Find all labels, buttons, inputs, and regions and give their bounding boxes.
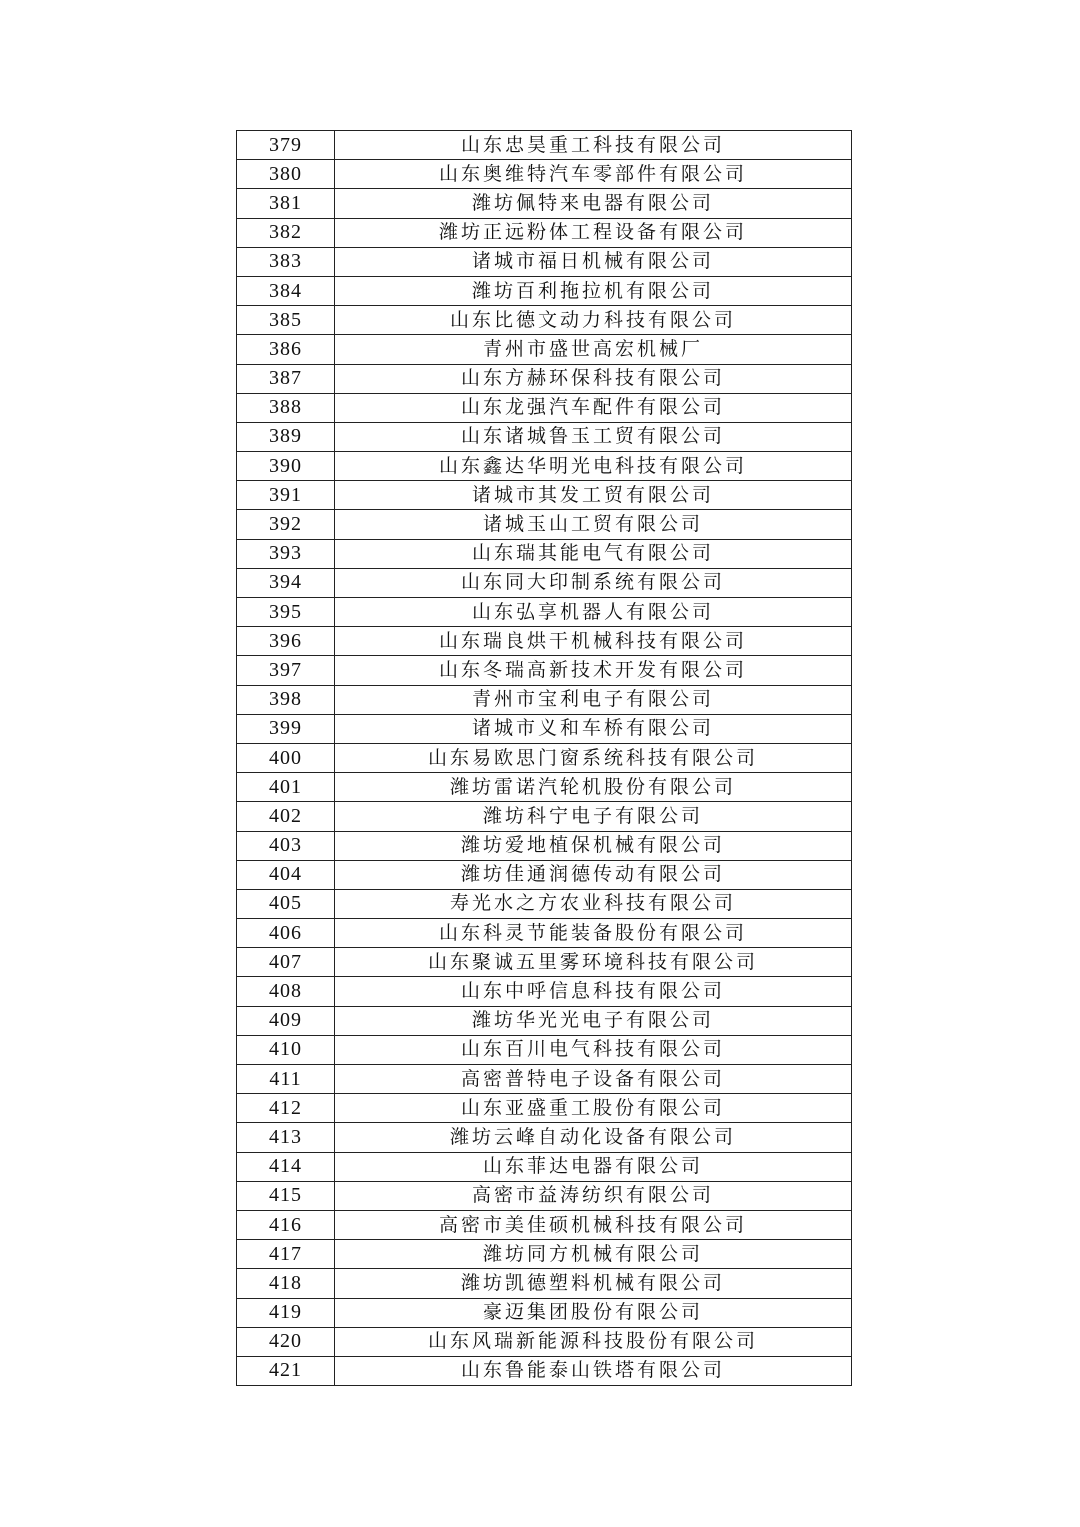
table-row [237,1094,852,1123]
table-row [237,189,852,218]
row-number: 410 [237,1035,335,1064]
company-name: 潍坊同方机械有限公司 [335,1240,852,1269]
table-row [237,1298,852,1327]
row-number: 418 [237,1269,335,1298]
company-name: 诸城市其发工贸有限公司 [335,481,852,510]
table-row [237,1035,852,1064]
company-name: 山东龙强汽车配件有限公司 [335,393,852,422]
table-row [237,1356,852,1385]
company-name: 诸城玉山工贸有限公司 [335,510,852,539]
row-number: 417 [237,1240,335,1269]
company-name: 潍坊佳通润德传动有限公司 [335,860,852,889]
table-row [237,948,852,977]
company-name: 潍坊爱地植保机械有限公司 [335,831,852,860]
company-name: 山东易欧思门窗系统科技有限公司 [335,743,852,772]
row-number: 389 [237,422,335,451]
company-name: 山东冬瑞高新技术开发有限公司 [335,656,852,685]
company-name: 山东奥维特汽车零部件有限公司 [335,160,852,189]
row-number: 409 [237,1006,335,1035]
row-number: 385 [237,306,335,335]
row-number: 394 [237,568,335,597]
table-row [237,539,852,568]
table-row [237,393,852,422]
table-row [237,1123,852,1152]
row-number: 398 [237,685,335,714]
row-number: 391 [237,481,335,510]
row-number: 411 [237,1065,335,1094]
company-name: 山东科灵节能装备股份有限公司 [335,919,852,948]
company-name: 山东风瑞新能源科技股份有限公司 [335,1327,852,1356]
company-name: 山东方赫环保科技有限公司 [335,364,852,393]
company-name: 青州市宝利电子有限公司 [335,685,852,714]
company-name: 山东瑞其能电气有限公司 [335,539,852,568]
table-row [237,802,852,831]
company-name: 山东诸城鲁玉工贸有限公司 [335,422,852,451]
table-row [237,510,852,539]
table-row [237,598,852,627]
table-row [237,685,852,714]
company-name: 潍坊正远粉体工程设备有限公司 [335,218,852,247]
table-row [237,1210,852,1239]
company-name: 青州市盛世高宏机械厂 [335,335,852,364]
company-name: 诸城市福日机械有限公司 [335,247,852,276]
company-name: 山东比德文动力科技有限公司 [335,306,852,335]
row-number: 421 [237,1356,335,1385]
table-row [237,568,852,597]
table-row [237,656,852,685]
company-name: 高密市益涛纺织有限公司 [335,1181,852,1210]
table-row [237,131,852,160]
row-number: 382 [237,218,335,247]
company-name: 山东同大印制系统有限公司 [335,568,852,597]
company-list-table [236,130,852,1386]
table-row [237,743,852,772]
table-row [237,1240,852,1269]
company-name: 高密市美佳硕机械科技有限公司 [335,1210,852,1239]
row-number: 401 [237,773,335,802]
row-number: 416 [237,1210,335,1239]
row-number: 415 [237,1181,335,1210]
table-row [237,247,852,276]
row-number: 402 [237,802,335,831]
table-row [237,364,852,393]
row-number: 388 [237,393,335,422]
row-number: 414 [237,1152,335,1181]
table-row [237,1152,852,1181]
company-name: 潍坊凯德塑料机械有限公司 [335,1269,852,1298]
row-number: 408 [237,977,335,1006]
table-row [237,160,852,189]
row-number: 405 [237,889,335,918]
company-name: 寿光水之方农业科技有限公司 [335,889,852,918]
table-row [237,1327,852,1356]
row-number: 404 [237,860,335,889]
row-number: 413 [237,1123,335,1152]
company-name: 山东亚盛重工股份有限公司 [335,1094,852,1123]
table-row [237,860,852,889]
table-row [237,481,852,510]
company-name: 山东瑞良烘干机械科技有限公司 [335,627,852,656]
row-number: 390 [237,452,335,481]
table-row [237,335,852,364]
row-number: 392 [237,510,335,539]
row-number: 384 [237,276,335,305]
table-row [237,1006,852,1035]
company-name: 山东菲达电器有限公司 [335,1152,852,1181]
row-number: 406 [237,919,335,948]
company-name: 山东鲁能泰山铁塔有限公司 [335,1356,852,1385]
company-name: 诸城市义和车桥有限公司 [335,714,852,743]
row-number: 380 [237,160,335,189]
row-number: 381 [237,189,335,218]
company-name: 潍坊云峰自动化设备有限公司 [335,1123,852,1152]
row-number: 403 [237,831,335,860]
row-number: 419 [237,1298,335,1327]
table-row [237,276,852,305]
company-name: 山东鑫达华明光电科技有限公司 [335,452,852,481]
company-name: 山东忠昊重工科技有限公司 [335,131,852,160]
row-number: 379 [237,131,335,160]
table-row [237,306,852,335]
company-name: 高密普特电子设备有限公司 [335,1065,852,1094]
row-number: 395 [237,598,335,627]
company-name: 山东聚诚五里雾环境科技有限公司 [335,948,852,977]
row-number: 412 [237,1094,335,1123]
table-row [237,1269,852,1298]
row-number: 383 [237,247,335,276]
company-name: 山东百川电气科技有限公司 [335,1035,852,1064]
table-body [237,131,852,1386]
company-name: 潍坊华光光电子有限公司 [335,1006,852,1035]
table-row [237,773,852,802]
table-row [237,1065,852,1094]
table-row [237,889,852,918]
row-number: 399 [237,714,335,743]
table-row [237,452,852,481]
company-name: 山东中呼信息科技有限公司 [335,977,852,1006]
row-number: 397 [237,656,335,685]
table-row [237,977,852,1006]
table-row [237,714,852,743]
company-name: 潍坊雷诺汽轮机股份有限公司 [335,773,852,802]
table-row [237,218,852,247]
company-name: 潍坊科宁电子有限公司 [335,802,852,831]
row-number: 396 [237,627,335,656]
table-row [237,831,852,860]
table-row [237,422,852,451]
company-name: 豪迈集团股份有限公司 [335,1298,852,1327]
row-number: 407 [237,948,335,977]
company-name: 潍坊百利拖拉机有限公司 [335,276,852,305]
company-name: 潍坊佩特来电器有限公司 [335,189,852,218]
row-number: 386 [237,335,335,364]
row-number: 393 [237,539,335,568]
row-number: 400 [237,743,335,772]
table-row [237,1181,852,1210]
row-number: 420 [237,1327,335,1356]
table-row [237,627,852,656]
company-name: 山东弘享机器人有限公司 [335,598,852,627]
row-number: 387 [237,364,335,393]
table-row [237,919,852,948]
